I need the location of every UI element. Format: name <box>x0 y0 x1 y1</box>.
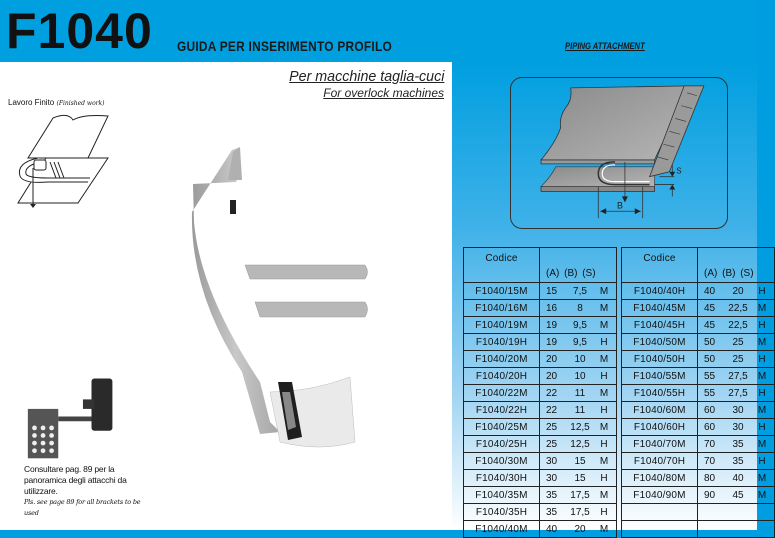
dimensions-cell <box>540 453 617 470</box>
dimensions-cell <box>698 453 775 470</box>
dimensions-cell <box>540 317 617 334</box>
table-row <box>464 334 617 351</box>
svg-text:B: B <box>617 200 623 211</box>
dimension-s: M <box>599 489 609 501</box>
table-row <box>464 521 617 538</box>
finished-work-label: Lavoro Finito (Finished work) <box>8 98 105 107</box>
specifications-panel <box>452 62 767 535</box>
table-row <box>622 300 775 317</box>
dimension-a: 80 <box>704 472 716 484</box>
product-code-cell <box>622 504 698 521</box>
dimension-a: 22 <box>546 387 558 399</box>
dimensions-cell <box>698 368 775 385</box>
product-code-cell: F1040/30M <box>464 453 540 470</box>
dimension-s: M <box>599 387 609 399</box>
dimension-b: 12,5 <box>570 421 590 433</box>
dimension-b: 10 <box>574 370 586 382</box>
product-code-cell: F1040/25M <box>464 419 540 436</box>
dimensions-cell <box>540 504 617 521</box>
dimension-s: M <box>757 404 767 416</box>
dimension-b: 9,5 <box>573 319 587 331</box>
dimension-s: M <box>599 523 609 535</box>
dimension-s: H <box>758 353 766 365</box>
dimension-a: 25 <box>546 421 558 433</box>
dimension-s: M <box>757 472 767 484</box>
dimension-b: 11 <box>574 404 586 416</box>
product-subtitle-italian: GUIDA PER INSERIMENTO PROFILO <box>177 38 393 54</box>
dimension-b: 17,5 <box>570 489 590 501</box>
dimensions-cell <box>698 402 775 419</box>
piping-attachment-photo <box>170 142 370 452</box>
product-code-cell: F1040/16M <box>464 300 540 317</box>
dimension-a: 60 <box>704 404 716 416</box>
dimension-a: 50 <box>704 336 716 348</box>
dimensions-cell <box>698 504 775 521</box>
dimension-a: 19 <box>546 336 558 348</box>
dimension-s: H <box>758 319 766 331</box>
dimension-s: H <box>758 285 766 297</box>
dimension-b: 15 <box>574 472 586 484</box>
product-code-cell: F1040/22M <box>464 385 540 402</box>
table-header-row <box>464 248 617 283</box>
dimension-b: 20 <box>574 523 586 535</box>
dimension-a: 50 <box>704 353 716 365</box>
dimensions-cell <box>698 300 775 317</box>
dimensions-cell <box>540 283 617 300</box>
table-row <box>622 470 775 487</box>
codice-header: Codice <box>643 253 676 264</box>
dimension-s: H <box>600 336 608 348</box>
product-code-cell: F1040/19H <box>464 334 540 351</box>
dimension-a: 90 <box>704 489 716 501</box>
dimension-a: 70 <box>704 455 716 467</box>
product-code-cell: F1040/70M <box>622 436 698 453</box>
table-row <box>622 334 775 351</box>
product-code-cell: F1040/15M <box>464 283 540 300</box>
dimensions-cell <box>540 351 617 368</box>
dimension-a: 45 <box>704 302 716 314</box>
machine-type-english: For overlock machines <box>323 86 444 100</box>
dimension-b: 11 <box>574 387 586 399</box>
table-row <box>622 453 775 470</box>
product-code-cell: F1040/30H <box>464 470 540 487</box>
dimension-a: 55 <box>704 370 716 382</box>
dimension-s: M <box>757 489 767 501</box>
dimension-s: M <box>599 455 609 467</box>
product-code-cell: F1040/19M <box>464 317 540 334</box>
table-row <box>464 368 617 385</box>
dimension-a: 70 <box>704 438 716 450</box>
dimension-a: 20 <box>546 370 558 382</box>
dimensions-cell <box>540 300 617 317</box>
table-row <box>464 351 617 368</box>
table-header-row <box>622 248 775 283</box>
dimension-s: M <box>599 285 609 297</box>
dimension-b: 10 <box>574 353 586 365</box>
consult-page-note <box>24 464 154 519</box>
consult-note-italian: Consultare pag. 89 per la panoramica degli attacchi da utilizzare. <box>24 464 127 496</box>
table-row <box>464 419 617 436</box>
table-row <box>464 402 617 419</box>
table-row <box>622 436 775 453</box>
dimensions-cell <box>698 334 775 351</box>
product-code-cell: F1040/40H <box>622 283 698 300</box>
dimension-s: H <box>758 387 766 399</box>
dimension-s: H <box>758 455 766 467</box>
table-row <box>622 419 775 436</box>
table-row <box>622 368 775 385</box>
dimension-s: H <box>600 438 608 450</box>
table-row <box>622 351 775 368</box>
table-row <box>622 317 775 334</box>
dimension-s: M <box>599 353 609 365</box>
consult-note-english: Pls. see page 89 for all brackets to be used <box>24 498 141 517</box>
dimension-b: 7,5 <box>573 285 587 297</box>
dimension-b: 35 <box>732 438 744 450</box>
dimension-s: H <box>600 370 608 382</box>
product-code-cell: F1040/35M <box>464 487 540 504</box>
finished-work-diagram-icon <box>8 108 118 208</box>
dimension-s: H <box>758 421 766 433</box>
table-row <box>464 300 617 317</box>
table-row <box>464 317 617 334</box>
product-code-cell: F1040/80M <box>622 470 698 487</box>
dimension-a: 30 <box>546 455 558 467</box>
table-row <box>464 487 617 504</box>
dimensions-cell <box>540 470 617 487</box>
dimension-a: 25 <box>546 438 558 450</box>
dimensions-cell <box>698 419 775 436</box>
dimension-b: 35 <box>732 455 744 467</box>
product-code-cell: F1040/45H <box>622 317 698 334</box>
dimension-b: 22,5 <box>728 319 748 331</box>
dimension-a: 15 <box>546 285 558 297</box>
table-row <box>464 470 617 487</box>
dimension-a: 16 <box>546 302 558 314</box>
product-code-title: F1040 <box>6 3 153 59</box>
dimensions-cell <box>540 436 617 453</box>
dimension-a: 60 <box>704 421 716 433</box>
dimension-s: M <box>757 438 767 450</box>
table-row <box>464 453 617 470</box>
dimensions-cell <box>540 368 617 385</box>
product-code-cell: F1040/45M <box>622 300 698 317</box>
dimensions-cell <box>540 419 617 436</box>
dimension-b: 25 <box>732 336 744 348</box>
dimension-s: M <box>757 370 767 382</box>
dimension-s: M <box>757 302 767 314</box>
product-code-cell: F1040/70H <box>622 453 698 470</box>
table-row <box>622 385 775 402</box>
table-row <box>622 521 775 538</box>
dimensions-cell <box>698 283 775 300</box>
dimension-b: 12,5 <box>570 438 590 450</box>
dimensions-header: (A) (B) (S) <box>546 267 596 279</box>
product-code-cell: F1040/22H <box>464 402 540 419</box>
dimension-a: 19 <box>546 319 558 331</box>
dimension-b: 20 <box>732 285 744 297</box>
dimension-b: 30 <box>732 404 744 416</box>
dimension-b: 8 <box>577 302 583 314</box>
dimension-a: 40 <box>704 285 716 297</box>
product-code-cell: F1040/60M <box>622 402 698 419</box>
dimension-s: M <box>757 336 767 348</box>
dimension-b: 9,5 <box>573 336 587 348</box>
product-image-panel <box>0 62 452 530</box>
dimensions-cell <box>698 470 775 487</box>
svg-text:S: S <box>676 166 682 176</box>
dimension-a: 35 <box>546 489 558 501</box>
dimensions-cell <box>698 351 775 368</box>
product-code-cell: F1040/35H <box>464 504 540 521</box>
table-row <box>464 283 617 300</box>
table-row <box>464 504 617 521</box>
dimension-s: M <box>599 421 609 433</box>
table-row <box>622 487 775 504</box>
dimension-s: H <box>600 404 608 416</box>
dimension-b: 27,5 <box>728 387 748 399</box>
header-bar <box>0 0 757 62</box>
product-code-cell: F1040/20H <box>464 368 540 385</box>
product-code-cell: F1040/25H <box>464 436 540 453</box>
dimensions-cell <box>540 487 617 504</box>
dimension-s: M <box>599 319 609 331</box>
product-code-cell: F1040/50H <box>622 351 698 368</box>
dimension-a: 40 <box>546 523 558 535</box>
piping-cross-section-diagram-icon <box>510 77 728 229</box>
product-code-cell: F1040/55H <box>622 385 698 402</box>
table-row <box>464 436 617 453</box>
dimension-s: H <box>600 506 608 518</box>
product-code-cell: F1040/90M <box>622 487 698 504</box>
codice-header: Codice <box>485 253 518 264</box>
dimension-b: 15 <box>574 455 586 467</box>
dimensions-cell <box>540 402 617 419</box>
product-code-cell: F1040/60H <box>622 419 698 436</box>
dimension-b: 27,5 <box>728 370 748 382</box>
dimension-b: 25 <box>732 353 744 365</box>
sizes-table-right <box>621 247 775 538</box>
table-row <box>622 402 775 419</box>
machine-type-note <box>281 68 444 100</box>
dimension-b: 22,5 <box>728 302 748 314</box>
product-code-cell: F1040/55M <box>622 368 698 385</box>
dimensions-cell <box>540 334 617 351</box>
dimensions-cell <box>698 436 775 453</box>
product-subtitle-english: PIPING ATTACHMENT <box>565 41 645 51</box>
dimension-b: 30 <box>732 421 744 433</box>
dimension-b: 17,5 <box>570 506 590 518</box>
product-code-cell <box>622 521 698 538</box>
dimensions-cell <box>698 317 775 334</box>
dimension-a: 45 <box>704 319 716 331</box>
dimension-s: H <box>600 472 608 484</box>
dimension-a: 20 <box>546 353 558 365</box>
dimensions-cell <box>540 521 617 538</box>
dimensions-cell <box>698 487 775 504</box>
dimension-a: 55 <box>704 387 716 399</box>
dimensions-cell <box>540 385 617 402</box>
product-code-cell: F1040/20M <box>464 351 540 368</box>
dimensions-cell <box>698 385 775 402</box>
machine-type-italian: Per macchine taglia-cuci <box>288 68 444 85</box>
dimension-b: 40 <box>732 472 744 484</box>
dimension-b: 45 <box>732 489 744 501</box>
sizes-table-left <box>463 247 617 538</box>
product-code-cell: F1040/50M <box>622 334 698 351</box>
dimension-a: 35 <box>546 506 558 518</box>
dimensions-header: (A) (B) (S) <box>704 267 754 279</box>
table-row <box>622 504 775 521</box>
dimension-s: M <box>599 302 609 314</box>
dimension-a: 30 <box>546 472 558 484</box>
dimension-a: 22 <box>546 404 558 416</box>
table-row <box>464 385 617 402</box>
dimensions-cell <box>698 521 775 538</box>
product-code-cell: F1040/40M <box>464 521 540 538</box>
table-row <box>622 283 775 300</box>
bracket-attachment-photo <box>20 369 125 464</box>
